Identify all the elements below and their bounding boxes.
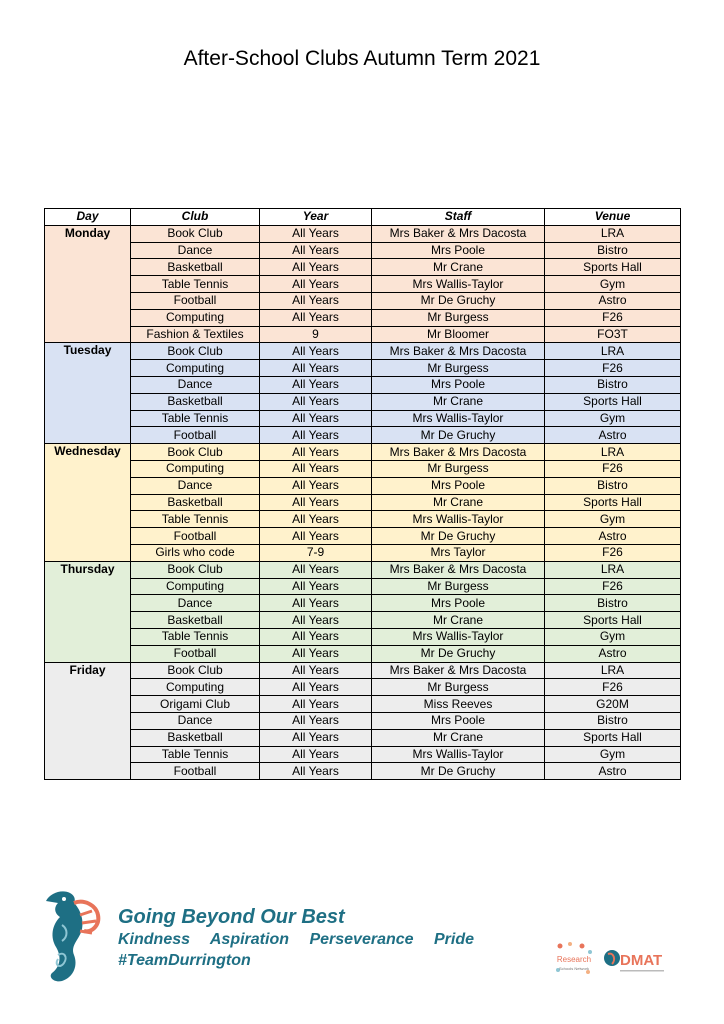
venue-cell: Bistro (545, 712, 681, 729)
table-row (45, 292, 681, 309)
clubs-table (44, 208, 681, 780)
staff-cell: Mrs Poole (372, 477, 545, 494)
venue-cell: Sports Hall (545, 612, 681, 629)
staff-cell: Mrs Poole (372, 712, 545, 729)
staff-cell: Mrs Poole (372, 595, 545, 612)
seahorse-icon (40, 885, 112, 985)
staff-cell: Mr De Gruchy (372, 645, 545, 662)
year-cell: All Years (260, 343, 372, 360)
club-cell: Football (131, 427, 260, 444)
header-staff: Staff (372, 209, 545, 226)
venue-cell: Astro (545, 292, 681, 309)
day-cell: Monday (45, 225, 131, 343)
venue-cell: Sports Hall (545, 259, 681, 276)
day-cell: Thursday (45, 561, 131, 662)
venue-cell: F26 (545, 309, 681, 326)
venue-cell: Sports Hall (545, 729, 681, 746)
year-cell: All Years (260, 612, 372, 629)
staff-cell: Mrs Baker & Mrs Dacosta (372, 561, 545, 578)
venue-cell: Astro (545, 645, 681, 662)
year-cell: All Years (260, 427, 372, 444)
staff-cell: Mrs Baker & Mrs Dacosta (372, 225, 545, 242)
club-cell: Fashion & Textiles (131, 326, 260, 343)
venue-cell: Astro (545, 528, 681, 545)
year-cell: 9 (260, 326, 372, 343)
table-row (45, 628, 681, 645)
year-cell: All Years (260, 460, 372, 477)
year-cell: All Years (260, 679, 372, 696)
club-cell: Book Club (131, 444, 260, 461)
year-cell: All Years (260, 628, 372, 645)
venue-cell: Gym (545, 410, 681, 427)
staff-cell: Mr Crane (372, 259, 545, 276)
table-row (45, 578, 681, 595)
table-row (45, 494, 681, 511)
table-row (45, 544, 681, 561)
table-row (45, 376, 681, 393)
venue-cell: LRA (545, 225, 681, 242)
venue-cell: LRA (545, 343, 681, 360)
year-cell: All Years (260, 225, 372, 242)
year-cell: All Years (260, 712, 372, 729)
year-cell: All Years (260, 696, 372, 713)
staff-cell: Mr Burgess (372, 360, 545, 377)
table-row (45, 595, 681, 612)
venue-cell: Gym (545, 511, 681, 528)
club-cell: Football (131, 528, 260, 545)
staff-cell: Mr Burgess (372, 309, 545, 326)
year-cell: All Years (260, 561, 372, 578)
club-cell: Origami Club (131, 696, 260, 713)
club-cell: Basketball (131, 612, 260, 629)
year-cell: All Years (260, 393, 372, 410)
club-cell: Table Tennis (131, 410, 260, 427)
table-row (45, 746, 681, 763)
header-club: Club (131, 209, 260, 226)
table-row (45, 662, 681, 679)
club-cell: Book Club (131, 662, 260, 679)
year-cell: All Years (260, 242, 372, 259)
club-cell: Book Club (131, 561, 260, 578)
club-cell: Computing (131, 309, 260, 326)
dmat-logo (602, 946, 666, 976)
table-header-row (45, 209, 681, 226)
venue-cell: Sports Hall (545, 494, 681, 511)
table-row (45, 276, 681, 293)
table-row (45, 561, 681, 578)
club-cell: Book Club (131, 225, 260, 242)
year-cell: All Years (260, 511, 372, 528)
staff-cell: Mrs Baker & Mrs Dacosta (372, 444, 545, 461)
table-row (45, 712, 681, 729)
table-row (45, 360, 681, 377)
venue-cell: F26 (545, 360, 681, 377)
staff-cell: Mrs Wallis-Taylor (372, 628, 545, 645)
table-row (45, 679, 681, 696)
table-row (45, 444, 681, 461)
club-cell: Basketball (131, 393, 260, 410)
staff-cell: Miss Reeves (372, 696, 545, 713)
table-row (45, 242, 681, 259)
header-year: Year (260, 209, 372, 226)
club-cell: Basketball (131, 729, 260, 746)
svg-text:DMAT: DMAT (620, 952, 663, 969)
venue-cell: Bistro (545, 595, 681, 612)
club-cell: Girls who code (131, 544, 260, 561)
partner-logos (552, 940, 672, 980)
staff-cell: Mr Burgess (372, 460, 545, 477)
staff-cell: Mr Crane (372, 729, 545, 746)
year-cell: All Years (260, 309, 372, 326)
venue-cell: F26 (545, 679, 681, 696)
day-cell: Tuesday (45, 343, 131, 444)
table-row (45, 729, 681, 746)
value-aspiration: Aspiration (209, 931, 289, 948)
club-cell: Basketball (131, 494, 260, 511)
club-cell: Basketball (131, 259, 260, 276)
staff-cell: Mrs Baker & Mrs Dacosta (372, 343, 545, 360)
staff-cell: Mrs Wallis-Taylor (372, 511, 545, 528)
club-cell: Dance (131, 242, 260, 259)
venue-cell: LRA (545, 444, 681, 461)
table-row (45, 528, 681, 545)
staff-cell: Mr Crane (372, 393, 545, 410)
table-row (45, 427, 681, 444)
value-perseverance: Perseverance (309, 931, 414, 948)
venue-cell: LRA (545, 662, 681, 679)
club-cell: Dance (131, 712, 260, 729)
staff-cell: Mr Bloomer (372, 326, 545, 343)
year-cell: All Years (260, 410, 372, 427)
slogan-block (118, 905, 488, 971)
svg-text:Schools Network: Schools Network (558, 966, 590, 971)
staff-cell: Mr Burgess (372, 578, 545, 595)
table-row (45, 511, 681, 528)
year-cell: All Years (260, 477, 372, 494)
year-cell: All Years (260, 259, 372, 276)
year-cell: All Years (260, 444, 372, 461)
table-row (45, 645, 681, 662)
day-cell: Wednesday (45, 444, 131, 562)
year-cell: All Years (260, 662, 372, 679)
year-cell: All Years (260, 595, 372, 612)
staff-cell: Mrs Taylor (372, 544, 545, 561)
venue-cell: Gym (545, 628, 681, 645)
value-pride: Pride (434, 931, 475, 948)
club-cell: Computing (131, 360, 260, 377)
club-cell: Dance (131, 595, 260, 612)
staff-cell: Mrs Wallis-Taylor (372, 410, 545, 427)
day-cell: Friday (45, 662, 131, 780)
header-venue: Venue (545, 209, 681, 226)
venue-cell: Bistro (545, 376, 681, 393)
hashtag: #TeamDurrington (118, 952, 251, 969)
year-cell: All Years (260, 746, 372, 763)
table-row (45, 326, 681, 343)
year-cell: All Years (260, 292, 372, 309)
club-cell: Computing (131, 679, 260, 696)
club-cell: Football (131, 763, 260, 780)
year-cell: All Years (260, 360, 372, 377)
motto: Going Beyond Our Best (118, 906, 345, 928)
table-row (45, 460, 681, 477)
header-day: Day (45, 209, 131, 226)
year-cell: All Years (260, 578, 372, 595)
club-cell: Table Tennis (131, 511, 260, 528)
research-schools-logo (552, 940, 596, 980)
table-row (45, 225, 681, 242)
table-row (45, 612, 681, 629)
club-cell: Dance (131, 477, 260, 494)
table-row (45, 393, 681, 410)
staff-cell: Mrs Poole (372, 242, 545, 259)
club-cell: Dance (131, 376, 260, 393)
venue-cell: Gym (545, 746, 681, 763)
staff-cell: Mrs Baker & Mrs Dacosta (372, 662, 545, 679)
year-cell: All Years (260, 494, 372, 511)
venue-cell: FO3T (545, 326, 681, 343)
year-cell: All Years (260, 729, 372, 746)
venue-cell: F26 (545, 460, 681, 477)
page-title: After-School Clubs Autumn Term 2021 (183, 47, 541, 70)
staff-cell: Mr De Gruchy (372, 763, 545, 780)
staff-cell: Mrs Wallis-Taylor (372, 276, 545, 293)
table-row (45, 410, 681, 427)
staff-cell: Mr Crane (372, 612, 545, 629)
venue-cell: F26 (545, 544, 681, 561)
table-row (45, 259, 681, 276)
venue-cell: Bistro (545, 242, 681, 259)
svg-text:Research: Research (556, 955, 592, 964)
school-values (118, 929, 488, 951)
staff-cell: Mr De Gruchy (372, 528, 545, 545)
club-cell: Book Club (131, 343, 260, 360)
year-cell: All Years (260, 763, 372, 780)
venue-cell: Astro (545, 427, 681, 444)
club-cell: Table Tennis (131, 746, 260, 763)
table-body (45, 225, 681, 779)
table-row (45, 343, 681, 360)
table-row (45, 477, 681, 494)
staff-cell: Mr Crane (372, 494, 545, 511)
venue-cell: Astro (545, 763, 681, 780)
year-cell: All Years (260, 376, 372, 393)
staff-cell: Mr Burgess (372, 679, 545, 696)
year-cell: All Years (260, 645, 372, 662)
staff-cell: Mrs Wallis-Taylor (372, 746, 545, 763)
year-cell: All Years (260, 528, 372, 545)
venue-cell: LRA (545, 561, 681, 578)
club-cell: Table Tennis (131, 628, 260, 645)
table-row (45, 763, 681, 780)
venue-cell: Bistro (545, 477, 681, 494)
value-kindness: Kindness (118, 931, 191, 948)
club-cell: Football (131, 645, 260, 662)
table-row (45, 309, 681, 326)
year-cell: 7-9 (260, 544, 372, 561)
venue-cell: Gym (545, 276, 681, 293)
venue-cell: G20M (545, 696, 681, 713)
year-cell: All Years (260, 276, 372, 293)
venue-cell: Sports Hall (545, 393, 681, 410)
staff-cell: Mr De Gruchy (372, 427, 545, 444)
club-cell: Football (131, 292, 260, 309)
staff-cell: Mrs Poole (372, 376, 545, 393)
staff-cell: Mr De Gruchy (372, 292, 545, 309)
club-cell: Table Tennis (131, 276, 260, 293)
club-cell: Computing (131, 460, 260, 477)
club-cell: Computing (131, 578, 260, 595)
table-row (45, 696, 681, 713)
venue-cell: F26 (545, 578, 681, 595)
